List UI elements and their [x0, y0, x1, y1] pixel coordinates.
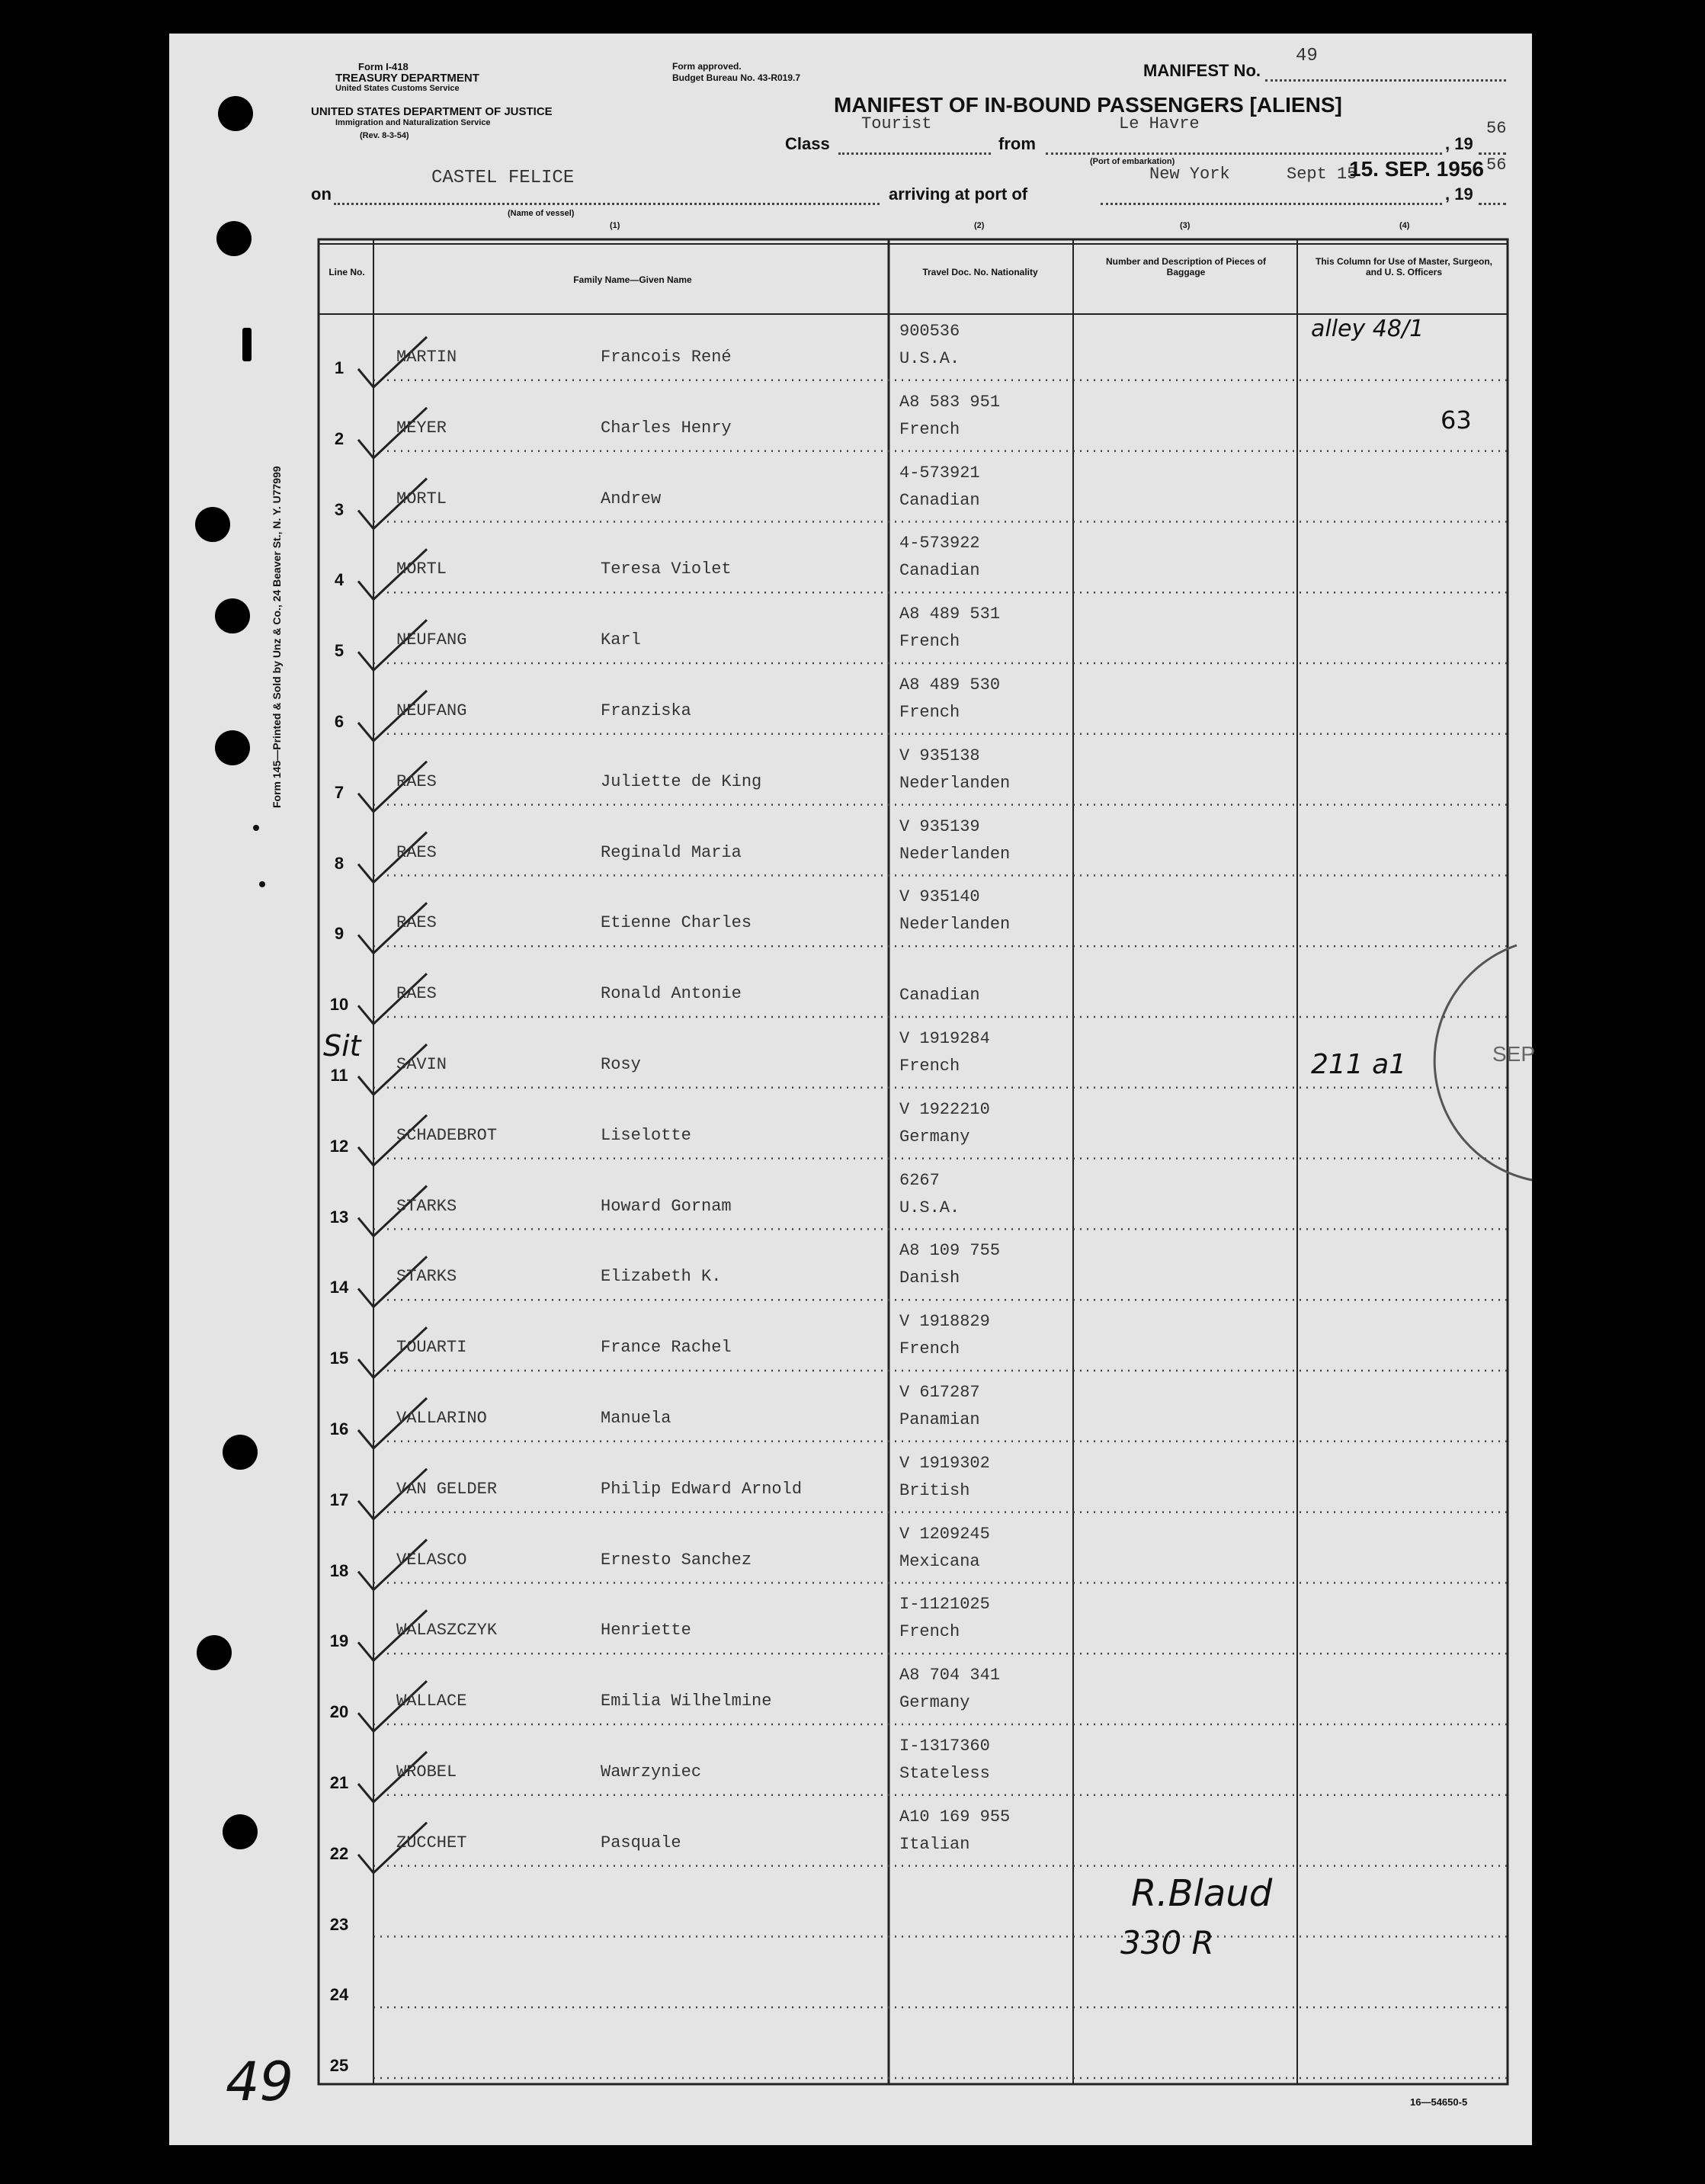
family-name: RAES — [396, 984, 437, 1004]
line-number: 22 — [329, 1843, 349, 1863]
manifest-label: MANIFEST No. — [1143, 61, 1261, 80]
family-name: MORTL — [396, 560, 447, 579]
officer-signature-sub: 330 R — [1120, 1924, 1214, 1961]
family-name: WALASZCZYK — [396, 1621, 498, 1640]
arriving-label: arriving at port of — [889, 184, 1028, 204]
from-value: Le Havre — [1119, 114, 1200, 133]
manifest-number: 49 — [1296, 46, 1318, 66]
nationality: Nederlanden — [899, 844, 1011, 864]
line-number: 6 — [334, 712, 345, 731]
col-num-1: (1) — [610, 221, 620, 230]
nationality: French — [899, 632, 960, 652]
line-number: 10 — [329, 995, 349, 1015]
travel-doc-number: V 1919284 — [899, 1029, 990, 1048]
class-value: Tourist — [861, 114, 932, 133]
line-number: 25 — [329, 2056, 349, 2076]
family-name: STARKS — [396, 1267, 457, 1287]
nationality: Panamian — [899, 1410, 980, 1429]
line-number: 18 — [329, 1560, 349, 1580]
family-name: VALLARINO — [396, 1409, 487, 1428]
given-name: Reginald Maria — [601, 842, 742, 862]
nationality: Germany — [899, 1693, 970, 1713]
family-name: RAES — [396, 913, 437, 933]
year-value-2: 56 — [1486, 156, 1507, 175]
nationality: Stateless — [899, 1764, 990, 1783]
vessel-name: CASTEL FELICE — [431, 168, 575, 188]
nationality: French — [899, 1057, 960, 1076]
col-num-4: (4) — [1399, 221, 1410, 230]
line-number: 15 — [329, 1349, 349, 1368]
family-name: RAES — [396, 771, 437, 791]
family-name: STARKS — [396, 1196, 457, 1216]
nationality: U.S.A. — [899, 1198, 960, 1217]
travel-doc-number: 6267 — [899, 1170, 940, 1190]
line-number: 12 — [329, 1136, 349, 1156]
travel-doc-number: A8 109 755 — [899, 1241, 1001, 1261]
travel-doc-number: V 1918829 — [899, 1312, 990, 1332]
family-name: MEYER — [396, 418, 447, 438]
family-name: SAVIN — [396, 1055, 447, 1074]
travel-doc-number: V 935140 — [899, 887, 980, 907]
given-name: Manuela — [601, 1409, 671, 1428]
treasury-dept: TREASURY DEPARTMENT — [335, 72, 479, 85]
travel-doc-number: 4-573922 — [899, 534, 980, 553]
travel-doc-number: 900536 — [899, 322, 960, 341]
nationality: Mexicana — [899, 1551, 980, 1571]
class-label: Class — [785, 134, 830, 153]
svg-text:SEP: SEP — [1492, 1042, 1536, 1066]
family-name: VELASCO — [396, 1550, 467, 1570]
given-name: Etienne Charles — [601, 913, 752, 933]
family-name: MORTL — [396, 489, 447, 508]
given-name: Wawrzyniec — [601, 1762, 702, 1782]
year-label-1: , 19 — [1445, 134, 1473, 153]
nationality: British — [899, 1480, 970, 1500]
line-number: 20 — [329, 1702, 349, 1722]
given-name: Liselotte — [601, 1125, 691, 1145]
nationality: Germany — [899, 1127, 970, 1147]
line-number: 2 — [334, 428, 345, 448]
given-name: Ernesto Sanchez — [601, 1550, 752, 1570]
header-line-no: Line No. — [329, 267, 365, 277]
line-number: 7 — [334, 782, 345, 802]
line-number: 23 — [329, 1914, 349, 1934]
travel-doc-number: I-1121025 — [899, 1595, 990, 1615]
travel-doc-number: A8 489 531 — [899, 605, 1001, 624]
line-number: 16 — [329, 1419, 349, 1438]
line-number: 1 — [334, 358, 345, 377]
officer-signature: R.Blaud — [1131, 1872, 1273, 1915]
header-baggage: Number and Description of Pieces of Baggage — [1105, 256, 1267, 277]
line-number: 19 — [329, 1631, 349, 1651]
on-label: on — [311, 184, 332, 204]
line-number: 4 — [334, 570, 345, 590]
travel-doc-number: I-1317360 — [899, 1737, 990, 1756]
nationality: Canadian — [899, 561, 980, 581]
nationality: Canadian — [899, 490, 980, 510]
year-value-1: 56 — [1486, 119, 1507, 138]
line-number: 24 — [329, 1985, 349, 2005]
customs-service: United States Customs Service — [335, 84, 460, 93]
given-name: Philip Edward Arnold — [601, 1479, 803, 1499]
line-number: 13 — [329, 1207, 349, 1227]
family-name: VAN GELDER — [396, 1479, 498, 1499]
travel-doc-number: V 935138 — [899, 746, 980, 765]
family-name: TOUARTI — [396, 1338, 467, 1358]
given-name: Howard Gornam — [601, 1196, 732, 1216]
travel-doc-number: A8 583 951 — [899, 392, 1001, 412]
nationality: Danish — [899, 1268, 960, 1288]
family-name: ZUCCHET — [396, 1833, 467, 1852]
given-name: Charles Henry — [601, 418, 732, 438]
arrival-date: Sept 15 — [1287, 165, 1357, 184]
nationality: French — [899, 703, 960, 722]
given-name: Francois René — [601, 348, 732, 367]
given-name: Henriette — [601, 1621, 691, 1640]
given-name: Elizabeth K. — [601, 1267, 722, 1287]
vessel-label: (Name of vessel) — [508, 209, 575, 218]
travel-doc-number: V 617287 — [899, 1383, 980, 1402]
given-name: Rosy — [601, 1055, 641, 1074]
header-officers: This Column for Use of Master, Surgeon, and U. S. Officers — [1315, 256, 1493, 277]
given-name: Ronald Antonie — [601, 984, 742, 1004]
given-name: France Rachel — [601, 1338, 732, 1358]
given-name: Franziska — [601, 701, 691, 720]
family-name: MARTIN — [396, 348, 457, 367]
corner-handwriting: 49 — [226, 2051, 294, 2113]
arrival-port: New York — [1149, 165, 1230, 184]
travel-doc-number: A8 704 341 — [899, 1666, 1001, 1685]
header-travel-doc: Travel Doc. No. Nationality — [922, 267, 1038, 277]
line-number: 5 — [334, 641, 345, 661]
travel-doc-number: V 1922210 — [899, 1099, 990, 1119]
ins: Immigration and Naturalization Service — [335, 118, 491, 127]
given-name: Emilia Wilhelmine — [601, 1692, 772, 1711]
form-approved: Form approved. — [672, 61, 742, 72]
doj: UNITED STATES DEPARTMENT OF JUSTICE — [311, 105, 553, 118]
line-number: 14 — [329, 1278, 349, 1297]
given-name: Teresa Violet — [601, 560, 732, 579]
col-num-3: (3) — [1180, 221, 1191, 230]
given-name: Karl — [601, 630, 641, 650]
arrival-stamp: 15. SEP. 1956 — [1349, 157, 1484, 181]
annotation-row1: alley 48/1 — [1311, 316, 1425, 342]
header-name: Family Name—Given Name — [573, 274, 692, 285]
travel-doc-number: V 935139 — [899, 816, 980, 836]
travel-doc-number: A8 489 530 — [899, 675, 1001, 694]
travel-doc-number: 4-573921 — [899, 463, 980, 483]
nationality: Canadian — [899, 986, 980, 1005]
given-name: Juliette de King — [601, 771, 762, 791]
col-num-2: (2) — [974, 221, 985, 230]
printer-imprint: Form 145—Printed & Sold by Unz & Co., 24 Beaver St., N. Y. U77999 — [271, 466, 283, 808]
travel-doc-number: V 1209245 — [899, 1524, 990, 1544]
family-name: NEUFANG — [396, 701, 467, 720]
nationality: Italian — [899, 1834, 970, 1854]
nationality: French — [899, 419, 960, 439]
line-number: 11 — [330, 1066, 348, 1085]
nationality: U.S.A. — [899, 349, 960, 368]
line-number: 17 — [329, 1490, 349, 1509]
given-name: Pasquale — [601, 1833, 681, 1852]
line-number: 8 — [334, 853, 345, 873]
family-name: SCHADEBROT — [396, 1125, 498, 1145]
family-name: WALLACE — [396, 1692, 467, 1711]
family-name: NEUFANG — [396, 630, 467, 650]
port-embark-label: (Port of embarkation) — [1090, 157, 1175, 166]
form-code: 16—54650-5 — [1410, 2096, 1468, 2108]
nationality: Nederlanden — [899, 915, 1011, 935]
form-number: Form I-418 — [358, 61, 409, 72]
budget-bureau: Budget Bureau No. 43-R019.7 — [672, 72, 801, 83]
page-title: MANIFEST OF IN-BOUND PASSENGERS [ALIENS] — [834, 93, 1342, 117]
line-number: 3 — [334, 499, 345, 519]
from-label: from — [998, 134, 1036, 153]
family-name: RAES — [396, 842, 437, 862]
nationality: French — [899, 1622, 960, 1642]
nationality: French — [899, 1339, 960, 1359]
family-name: WROBEL — [396, 1762, 457, 1782]
annotation-row11: 211 a1 — [1311, 1049, 1407, 1080]
travel-doc-number: A10 169 955 — [899, 1807, 1011, 1826]
annotation-row2: 63 — [1441, 406, 1472, 435]
given-name: Andrew — [601, 489, 662, 508]
revision: (Rev. 8-3-54) — [360, 131, 409, 140]
line-number: 21 — [329, 1773, 349, 1792]
travel-doc-number: V 1919302 — [899, 1453, 990, 1473]
line-number: 9 — [334, 924, 345, 944]
year-label-2: , 19 — [1445, 184, 1473, 204]
annotation-row11-side: Sit — [323, 1029, 361, 1063]
nationality: Nederlanden — [899, 773, 1011, 793]
